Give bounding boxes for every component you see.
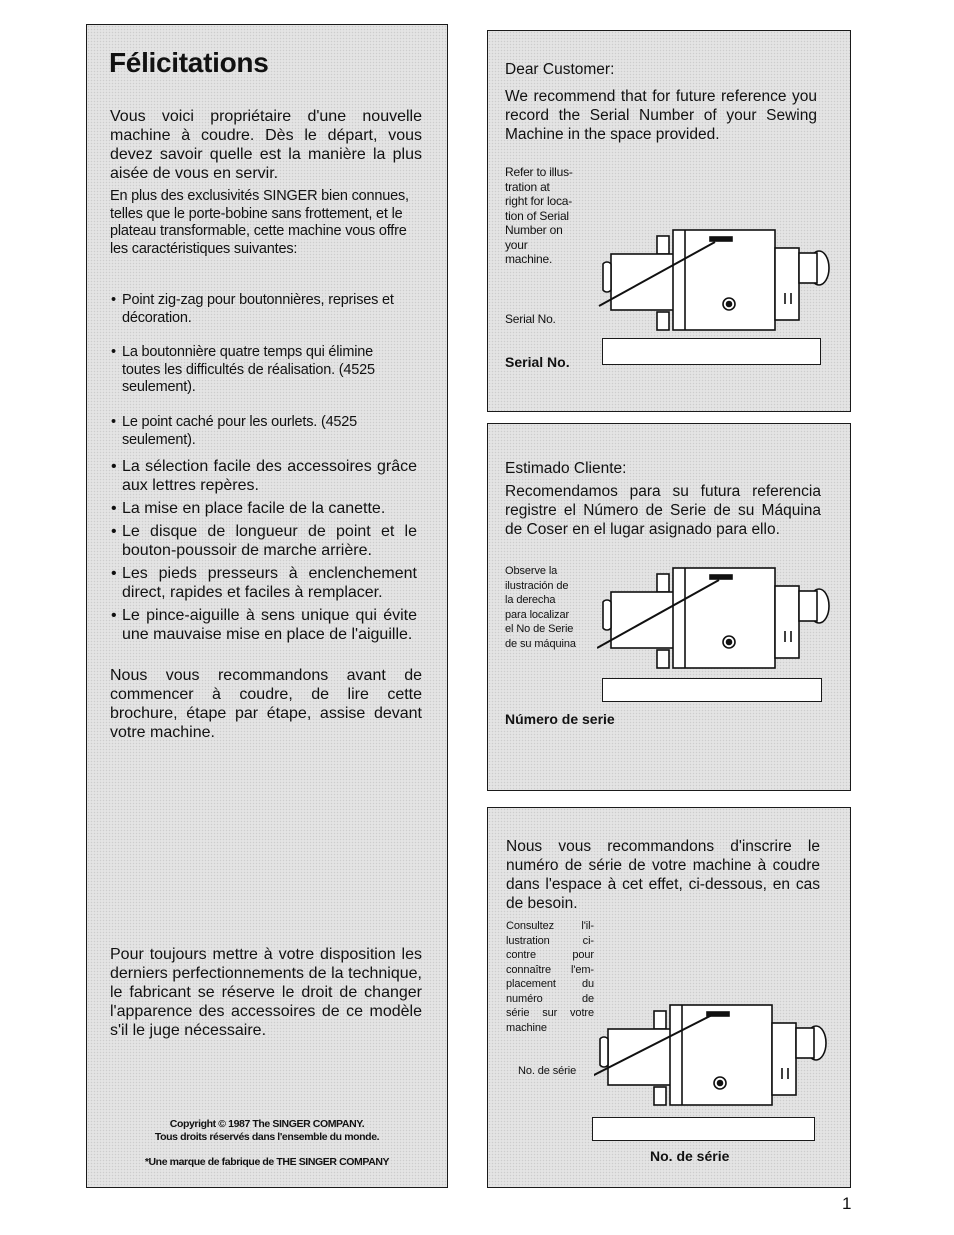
- serial-number-field[interactable]: [592, 1117, 815, 1141]
- list-item: • Le disque de longueur de point et le bouton-poussoir de marche arrière.: [111, 523, 417, 559]
- recommend-paragraph: Nous vous recommandons avant de commencer à coudre, de lire cette brochure, étape par étape, assise devant votre machine.: [110, 667, 422, 741]
- salutation: Estimado Cliente:: [505, 460, 627, 477]
- serial-label: Serial No.: [505, 354, 570, 370]
- list-item: • La mise en place facile de la canette.: [111, 500, 386, 517]
- page-title: Félicitations: [109, 47, 269, 78]
- list-item: • Point zig-zag pour boutonnières, reprises et décoration.: [111, 292, 394, 326]
- instruction-text: Recomendamos para su futura referencia registre el Número de Serie de su Máquina de Coser en el lugar asignado para ello.: [505, 483, 821, 538]
- serial-label: Número de serie: [505, 711, 615, 727]
- list-item: • La sélection facile des accessoires grâce aux lettres repères.: [111, 458, 417, 494]
- sewing-machine-illustration: [597, 566, 837, 674]
- instruction-text: Nous vous recommandons d'inscrire le numéro de série de votre machine à coudre dans l'espace à cet effet, ci-dessous, en cas de besoin.: [506, 838, 820, 912]
- instruction-text: We recommend that for future reference you record the Serial Number of your Sewing Machine in the space provided.: [505, 88, 817, 143]
- intro-paragraph: Vous voici propriétaire d'une nouvelle machine à coudre. Dès le départ, vous devez savoir quelle est la manière la plus aisée de vous en servir.: [110, 108, 422, 182]
- copyright-rights: Tous droits réservés dans l'ensemble du monde.: [154, 1131, 380, 1143]
- sewing-machine-illustration: [594, 1003, 834, 1111]
- felicitations-panel: [86, 24, 448, 1188]
- illustration-reference: Observe la ilustración de la derecha para localizar el No de Serie de su máquina: [505, 565, 576, 650]
- serial-number-field[interactable]: [602, 338, 821, 365]
- serial-label: No. de série: [650, 1148, 730, 1164]
- illustration-reference: Refer to illus- tration at right for loca- tion of Serial Number on your machine.: [505, 165, 573, 266]
- page-number: 1: [842, 1194, 852, 1213]
- illustration-reference: Consultez l'il- lustration ci- contre pour connaître l'em- placement du numéro de série sur votre machine: [506, 920, 594, 1034]
- list-item: • Les pieds presseurs à enclenchement direct, rapides et faciles à remplacer.: [111, 565, 417, 601]
- manufacturer-note: Pour toujours mettre à votre disposition les derniers perfectionnements de la technique, le fabricant se réserve le droit de changer l'apparence des accessoires de ce modèle s'il le juge nécessaire.: [110, 946, 422, 1039]
- trademark-note: *Une marque de fabrique de THE SINGER COMPANY: [144, 1156, 390, 1168]
- serial-caption: Serial No.: [505, 312, 556, 326]
- serial-panel-english: [487, 30, 851, 412]
- features-intro: En plus des exclusivités SINGER bien connues, telles que le porte-bobine sans frottement, et le plateau transformable, cette machine vous offre les caractéristiques suivantes:: [110, 188, 409, 257]
- salutation: Dear Customer:: [505, 61, 615, 78]
- sewing-machine-illustration: [597, 228, 837, 336]
- list-item: • La boutonnière quatre temps qui élimine toutes les difficultés de réalisation. (4525 seulement).: [111, 344, 375, 395]
- list-item: • Le point caché pour les ourlets. (4525 seulement).: [111, 414, 358, 448]
- serial-panel-french: [487, 807, 851, 1188]
- copyright-line: Copyright © 1987 The SINGER COMPANY.: [169, 1118, 365, 1130]
- serial-number-field[interactable]: [602, 678, 822, 702]
- list-item: • Le pince-aiguille à sens unique qui évite une mauvaise mise en place de l'aiguille.: [111, 607, 417, 643]
- serial-caption: No. de série: [518, 1065, 577, 1077]
